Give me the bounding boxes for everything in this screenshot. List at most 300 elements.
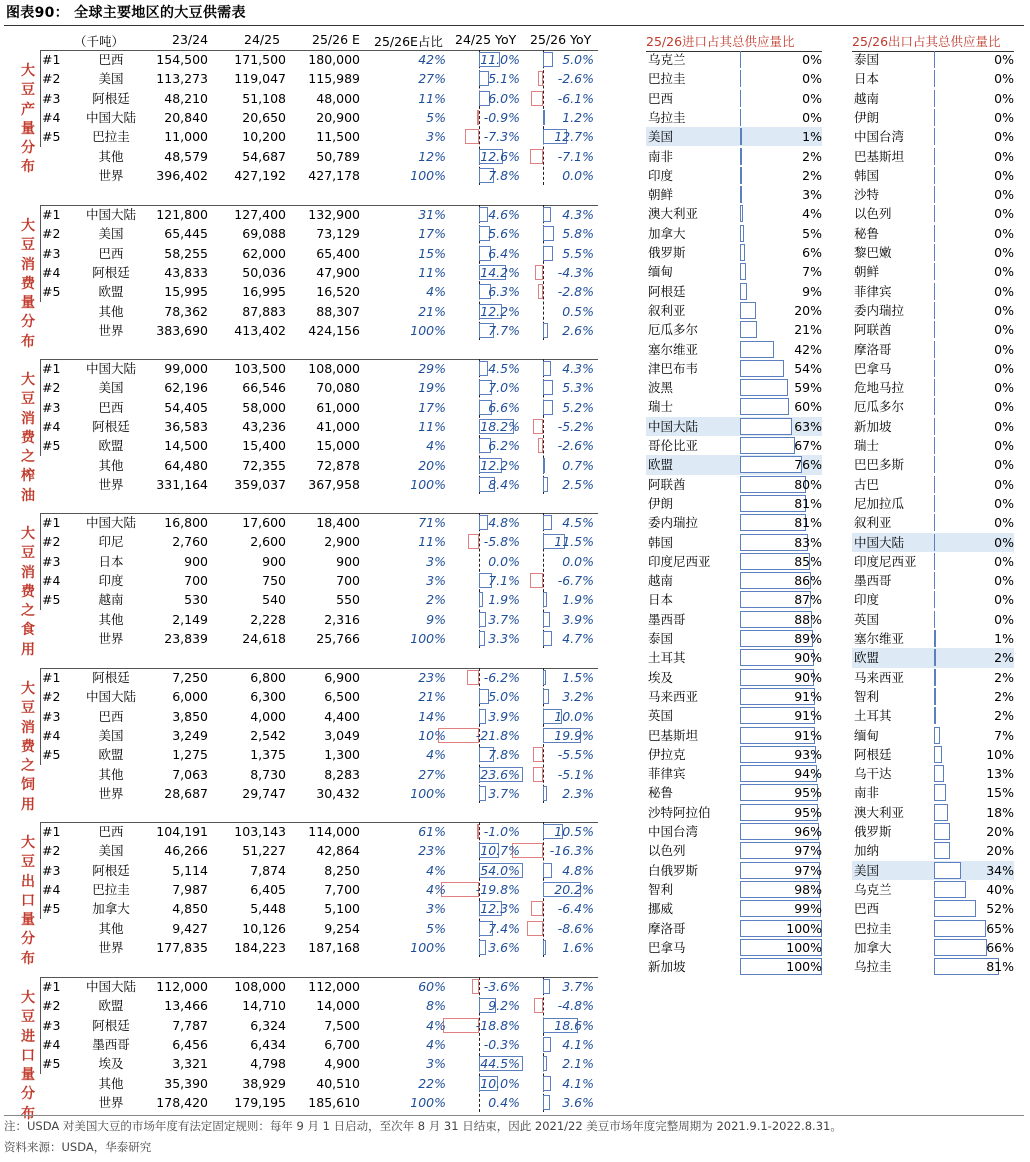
region-name: 世界: [98, 476, 124, 492]
share-bar: [740, 379, 788, 396]
value-2526: 132,900: [308, 207, 360, 222]
yoy-2425: 6.0%: [488, 90, 520, 106]
value-2526: 115,989: [308, 71, 360, 87]
share-row: [852, 301, 1014, 320]
share-row: [852, 783, 1014, 802]
share-value: 0%: [994, 264, 1014, 280]
yoy-2425: -7.3%: [483, 129, 520, 145]
value-2324: 48,579: [164, 148, 208, 164]
country-name: 乌克兰: [854, 881, 892, 897]
share-bar: [934, 398, 935, 415]
share-value: 100%: [786, 920, 822, 936]
value-2324: 7,250: [172, 670, 208, 685]
share-row: [646, 89, 822, 108]
value-2526: 6,700: [324, 1036, 360, 1052]
share-row: [646, 320, 822, 339]
share-row: [852, 127, 1014, 146]
import-panel-title: 25/26进口占其总供应量比: [646, 32, 822, 52]
share-2526: 3%: [426, 572, 446, 588]
share-2526: 4%: [426, 862, 446, 878]
yoy-2425: 6.6%: [488, 399, 520, 415]
block-label: 大 豆 进 口 量 分 布: [21, 990, 35, 1122]
region-name: 欧盟: [98, 747, 124, 763]
country-name: 土耳其: [854, 708, 892, 724]
share-bar: [740, 167, 742, 184]
value-2425: 103,143: [234, 824, 286, 839]
value-2324: 700: [184, 572, 208, 588]
country-name: 叙利亚: [854, 515, 892, 531]
share-value: 54%: [794, 360, 822, 376]
share-bar: [740, 302, 756, 319]
value-2526: 424,156: [308, 322, 360, 338]
value-2526: 47,900: [316, 264, 360, 280]
rank-cell: #1: [42, 979, 61, 994]
share-value: 87%: [794, 592, 822, 608]
share-value: 0%: [994, 457, 1014, 473]
country-name: 英国: [854, 611, 880, 627]
share-row: [646, 417, 822, 436]
region-name: 阿根廷: [92, 1017, 130, 1033]
block-left-rule: [40, 822, 41, 919]
share-value: 95%: [794, 804, 822, 820]
share-value: 40%: [986, 881, 1014, 897]
share-value: 0%: [802, 71, 822, 87]
rank-cell: [42, 1093, 66, 1112]
yoy-2526: 0.0%: [562, 553, 594, 569]
rank-cell: [42, 456, 66, 475]
value-2526: 2,316: [324, 611, 360, 627]
share-row: [646, 610, 822, 629]
share-value: 34%: [986, 862, 1014, 878]
share-value: 52%: [986, 901, 1014, 917]
country-name: 智利: [648, 881, 674, 897]
value-2324: 65,445: [164, 226, 208, 242]
share-value: 1%: [994, 631, 1014, 646]
share-value: 67%: [794, 438, 822, 453]
yoy-2526: 3.2%: [562, 689, 594, 705]
yoy-2425: 12.2%: [480, 457, 520, 473]
country-name: 泰国: [648, 631, 674, 646]
share-row: [646, 783, 822, 802]
value-2526: 42,864: [316, 843, 360, 859]
share-2526: 20%: [418, 457, 446, 473]
share-bar: [740, 186, 742, 203]
share-row: [852, 340, 1014, 359]
country-name: 乌克兰: [648, 52, 686, 67]
share-value: 7%: [802, 264, 822, 280]
rank-cell: #5: [42, 747, 61, 763]
region-name: 中国大陆: [85, 109, 136, 125]
value-2526: 40,510: [316, 1075, 360, 1091]
value-2425: 6,324: [250, 1017, 286, 1033]
value-2324: 4,850: [172, 901, 208, 917]
value-2425: 15,400: [242, 438, 286, 454]
value-2425: 10,126: [242, 920, 286, 936]
country-name: 巴拿马: [648, 939, 686, 955]
share-bar: [740, 418, 792, 435]
share-bar: [934, 205, 935, 222]
country-name: 中国大陆: [854, 534, 905, 550]
region-name: 阿根廷: [92, 670, 130, 685]
share-value: 0%: [994, 534, 1014, 550]
share-value: 65%: [986, 920, 1014, 936]
share-row: [852, 282, 1014, 301]
share-value: 20%: [986, 843, 1014, 859]
country-name: 朝鲜: [854, 264, 880, 280]
share-value: 9%: [802, 283, 822, 299]
value-2526: 72,878: [316, 457, 360, 473]
rank-cell: [42, 784, 66, 803]
country-name: 英国: [648, 708, 674, 724]
share-value: 18%: [986, 804, 1014, 820]
share-value: 81%: [986, 959, 1014, 975]
share-2526: 29%: [418, 361, 446, 376]
country-name: 印度: [854, 592, 880, 608]
share-2526: 71%: [418, 515, 446, 530]
block-left-rule: [40, 50, 41, 147]
share-row: [646, 745, 822, 764]
yoy-2425: 6.4%: [488, 245, 520, 261]
yoy-2526: 5.8%: [562, 226, 594, 242]
value-2425: 6,434: [250, 1036, 286, 1052]
share-bar: [740, 205, 743, 222]
share-bar: [934, 591, 935, 608]
value-2526: 700: [336, 572, 360, 588]
share-value: 91%: [794, 727, 822, 743]
region-name: 阿根廷: [92, 90, 130, 106]
share-row: [852, 668, 1014, 687]
share-value: 0%: [994, 399, 1014, 415]
yoy-2526: 2.1%: [562, 1056, 594, 1072]
yoy-2526: -6.1%: [557, 90, 594, 106]
rank-cell: [42, 475, 66, 494]
yoy-2425: 5.1%: [488, 71, 520, 87]
share-value: 2%: [994, 669, 1014, 685]
share-bar: [934, 939, 987, 956]
yoy-2425: 6.2%: [488, 438, 520, 454]
region-name: 墨西哥: [92, 1036, 130, 1052]
share-value: 0%: [994, 90, 1014, 106]
yoy-2526: -6.4%: [557, 901, 594, 917]
share-bar: [934, 437, 935, 454]
value-2324: 14,500: [164, 438, 208, 454]
country-name: 摩洛哥: [854, 341, 892, 357]
value-2324: 3,321: [172, 1056, 208, 1072]
country-name: 危地马拉: [854, 380, 905, 396]
share-row: [646, 919, 822, 938]
share-2526: 61%: [418, 824, 446, 839]
rank-cell: #1: [42, 670, 61, 685]
share-2526: 100%: [410, 1094, 446, 1110]
country-name: 乌拉圭: [648, 109, 686, 125]
share-value: 97%: [794, 862, 822, 878]
share-value: 97%: [794, 843, 822, 859]
yoy-2526: 2.6%: [562, 322, 594, 338]
share-row: [852, 764, 1014, 783]
country-name: 印度: [648, 167, 674, 183]
yoy-2526: 11.5%: [554, 534, 594, 550]
region-name: 加拿大: [92, 901, 130, 917]
share-row: [646, 880, 822, 899]
share-row: [646, 513, 822, 532]
share-row: [852, 243, 1014, 262]
share-2526: 17%: [418, 226, 446, 242]
share-row: [646, 494, 822, 513]
rank-cell: #4: [42, 881, 61, 897]
share-2526: 100%: [410, 939, 446, 955]
share-value: 2%: [802, 167, 822, 183]
yoy-2425: -1.0%: [483, 824, 520, 839]
yoy-2526: 5.0%: [562, 52, 594, 67]
yoy-2425: 18.2%: [480, 418, 520, 434]
share-bar: [740, 244, 745, 261]
share-bar: [934, 128, 935, 145]
country-name: 阿联酋: [648, 476, 686, 492]
yoy-2526: 10.0%: [554, 708, 594, 724]
region-name: 印度: [98, 572, 124, 588]
share-row: [646, 147, 822, 166]
country-name: 挪威: [648, 901, 674, 917]
country-name: 加纳: [854, 843, 880, 859]
value-2324: 7,987: [172, 881, 208, 897]
region-name: 美国: [98, 71, 124, 87]
share-value: 3%: [802, 187, 822, 203]
value-2526: 15,000: [316, 438, 360, 454]
share-value: 7%: [994, 727, 1014, 743]
value-2425: 540: [262, 592, 286, 608]
yoy-2526: -4.3%: [557, 264, 594, 280]
value-2324: 54,405: [164, 399, 208, 415]
value-2324: 11,000: [164, 129, 208, 145]
share-value: 2%: [994, 708, 1014, 724]
yoy-2425: 3.7%: [488, 785, 520, 801]
share-2526: 4%: [426, 1036, 446, 1052]
value-2526: 900: [336, 553, 360, 569]
value-2425: 4,798: [250, 1056, 286, 1072]
yoy-2425: 5.0%: [488, 689, 520, 705]
country-name: 埃及: [648, 669, 674, 685]
share-value: 0%: [994, 245, 1014, 260]
share-value: 0%: [994, 148, 1014, 164]
share-bar: [740, 128, 742, 145]
yoy-2526: 3.6%: [562, 1094, 594, 1110]
country-name: 巴基斯坦: [648, 727, 699, 743]
rank-cell: #5: [42, 438, 61, 454]
value-2324: 36,583: [164, 418, 208, 434]
value-2324: 15,995: [164, 284, 208, 300]
share-value: 2%: [994, 650, 1014, 666]
country-name: 新加坡: [648, 959, 686, 975]
rank-cell: #5: [42, 901, 61, 917]
country-name: 加拿大: [648, 225, 686, 241]
country-name: 澳大利亚: [854, 804, 905, 820]
share-value: 5%: [802, 225, 822, 241]
share-bar: [934, 669, 936, 686]
yoy-2526: 2.5%: [562, 476, 594, 492]
share-value: 0%: [802, 90, 822, 106]
share-2526: 100%: [410, 630, 446, 646]
share-value: 0%: [802, 52, 822, 67]
country-name: 委内瑞拉: [854, 302, 905, 318]
country-name: 波黑: [648, 380, 674, 396]
yoy-2425: -19.8%: [475, 881, 520, 897]
share-bar: [934, 707, 936, 724]
country-name: 委内瑞拉: [648, 515, 699, 531]
value-2526: 88,307: [316, 303, 360, 319]
share-row: [646, 301, 822, 320]
rank-cell: #3: [42, 708, 61, 724]
share-bar: [934, 109, 935, 126]
country-name: 沙特: [854, 187, 880, 203]
share-row: [852, 648, 1014, 667]
share-value: 0%: [994, 592, 1014, 608]
yoy-2425: 6.3%: [488, 284, 520, 300]
country-name: 阿根廷: [854, 746, 892, 762]
share-bar: [934, 70, 935, 87]
region-name: 中国大陆: [85, 361, 136, 376]
share-bar: [934, 765, 944, 782]
share-2526: 100%: [410, 476, 446, 492]
country-name: 印度尼西亚: [648, 553, 711, 569]
yoy-2425: 10.7%: [480, 843, 520, 859]
value-2425: 171,500: [234, 52, 286, 67]
share-bar: [934, 90, 935, 107]
share-row: [852, 494, 1014, 513]
yoy-2425: 9.2%: [488, 998, 520, 1014]
country-name: 秘鲁: [854, 225, 880, 241]
value-2425: 29,747: [242, 785, 286, 801]
share-value: 0%: [994, 476, 1014, 492]
share-row: [852, 822, 1014, 841]
share-bar: [934, 746, 942, 763]
share-bar: [740, 398, 789, 415]
yoy-2526: 4.3%: [562, 361, 594, 376]
share-row: [646, 397, 822, 416]
country-name: 以色列: [648, 843, 686, 859]
share-row: [852, 204, 1014, 223]
share-bar: [934, 167, 935, 184]
share-value: 63%: [794, 418, 822, 434]
block-label: 大 豆 消 费 之 食 用: [21, 526, 35, 658]
region-name: 世界: [98, 1094, 124, 1110]
region-name: 世界: [98, 167, 124, 183]
value-2324: 113,273: [156, 71, 208, 87]
yoy-2526: 0.0%: [562, 167, 594, 183]
value-2526: 108,000: [308, 361, 360, 376]
share-row: [646, 224, 822, 243]
value-2324: 900: [184, 553, 208, 569]
yoy-2425: 4.8%: [488, 515, 520, 530]
value-2425: 38,929: [242, 1075, 286, 1091]
country-name: 朝鲜: [648, 187, 674, 203]
value-2425: 900: [262, 553, 286, 569]
share-value: 80%: [794, 476, 822, 492]
value-2425: 20,650: [242, 109, 286, 125]
share-row: [646, 706, 822, 725]
yoy-2526: -4.8%: [557, 998, 594, 1014]
value-2425: 87,883: [242, 303, 286, 319]
value-2425: 5,448: [250, 901, 286, 917]
rank-cell: #4: [42, 572, 61, 588]
share-value: 13%: [986, 766, 1014, 782]
share-2526: 4%: [426, 881, 446, 897]
value-2324: 6,000: [172, 689, 208, 705]
header-2425: 24/25: [244, 32, 281, 47]
value-2526: 16,520: [316, 284, 360, 300]
share-2526: 60%: [418, 979, 446, 994]
country-name: 伊朗: [648, 495, 674, 511]
share-row: [852, 475, 1014, 494]
share-bar: [934, 611, 935, 628]
share-value: 0%: [994, 341, 1014, 357]
rank-cell: #1: [42, 52, 61, 67]
share-value: 0%: [994, 302, 1014, 318]
yoy-2425: 7.4%: [488, 920, 520, 936]
share-bar: [934, 148, 935, 165]
share-bar: [934, 688, 936, 705]
share-row: [646, 69, 822, 88]
share-value: 83%: [794, 534, 822, 550]
share-bar: [934, 379, 935, 396]
value-2425: 24,618: [242, 630, 286, 646]
region-name: 美国: [98, 226, 124, 242]
share-row: [646, 243, 822, 262]
value-2526: 7,500: [324, 1017, 360, 1033]
share-2526: 4%: [426, 747, 446, 763]
rank-cell: #3: [42, 399, 61, 415]
rank-cell: #2: [42, 998, 61, 1014]
country-name: 马来西亚: [648, 688, 699, 704]
share-bar: [740, 437, 795, 454]
share-row: [852, 147, 1014, 166]
share-value: 21%: [794, 322, 822, 338]
share-row: [646, 822, 822, 841]
country-name: 黎巴嫩: [854, 245, 892, 260]
value-2526: 180,000: [308, 52, 360, 67]
value-2526: 187,168: [308, 939, 360, 955]
share-bar: [934, 881, 966, 898]
value-2324: 104,191: [156, 824, 208, 839]
value-2425: 6,405: [250, 881, 286, 897]
share-value: 89%: [794, 631, 822, 646]
country-name: 巴拉圭: [648, 71, 686, 87]
region-name: 世界: [98, 630, 124, 646]
value-2324: 7,063: [172, 766, 208, 782]
share-row: [646, 648, 822, 667]
share-row: [646, 475, 822, 494]
region-name: 印尼: [98, 534, 124, 550]
share-2526: 5%: [426, 920, 446, 936]
yoy-2526: 3.7%: [562, 979, 594, 994]
country-name: 美国: [854, 862, 880, 878]
share-value: 2%: [802, 148, 822, 164]
rank-cell: #1: [42, 207, 61, 222]
region-name: 世界: [98, 939, 124, 955]
country-name: 南非: [854, 785, 880, 801]
rank-cell: [42, 321, 66, 340]
country-name: 马来西亚: [854, 669, 905, 685]
share-bar: [934, 321, 935, 338]
header-yoy-2526: 25/26 YoY: [530, 32, 592, 47]
country-name: 南非: [648, 148, 674, 164]
share-bar: [934, 553, 935, 570]
value-2526: 6,500: [324, 689, 360, 705]
share-2526: 15%: [418, 245, 446, 261]
country-name: 阿根廷: [648, 283, 686, 299]
share-value: 76%: [794, 457, 822, 473]
country-name: 沙特阿拉伯: [648, 804, 711, 820]
share-value: 60%: [794, 399, 822, 415]
